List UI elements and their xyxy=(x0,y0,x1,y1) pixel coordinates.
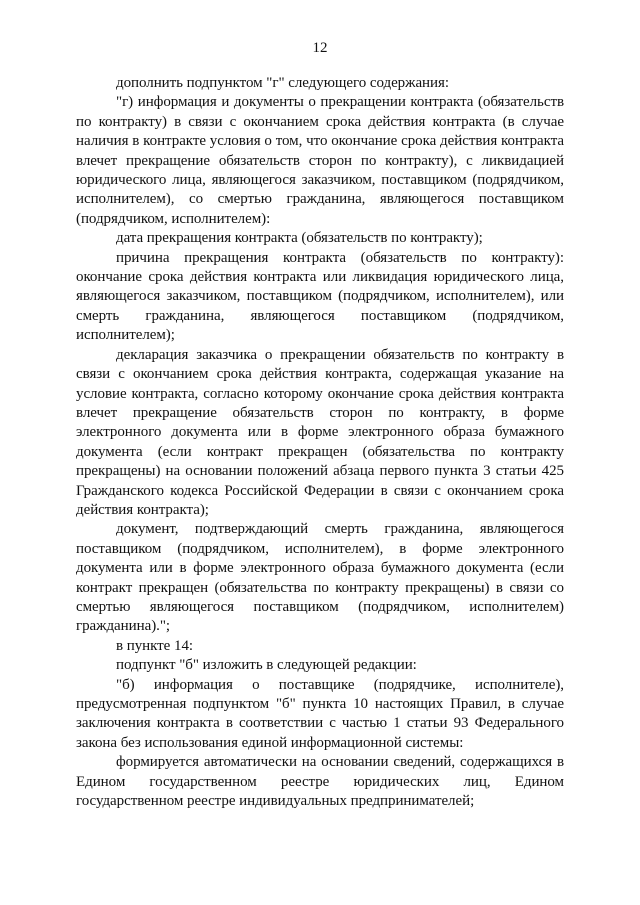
paragraph: декларация заказчика о прекращении обязательств по контракту в связи с окончанием срока действия контракта, содержащая указание на условие контракта, согласно которому окончание срока действия контракта влечет прекращение обязательств сторон по контракту, в форме электронного документа или в форме электронного образа бумажного документа (если контракт прекращен (обязательства по контракту прекращены) на основании положений абзаца первого пункта 3 статьи 425 Гражданского кодекса Российской Федерации в связи с окончанием срока действия контракта); xyxy=(76,346,564,518)
paragraph: "г) информация и документы о прекращении контракта (обязательств по контракту) в связи с окончанием срока действия контракта (в случае наличия в контракте условия о том, что окончание срока действия контракта влечет прекращение обязательств сторон по контракту), с ликвидацией юридического лица, являющегося заказчиком, поставщиком (подрядчиком, исполнителем), со смертью гражданина, являющегося поставщиком (подрядчиком, исполнителем): xyxy=(76,94,564,227)
paragraph: дополнить подпунктом "г" следующего содержания: xyxy=(116,75,449,91)
paragraph: причина прекращения контракта (обязательств по контракту): окончание срока действия контракта или ликвидация юридического лица, являющегося заказчиком, поставщиком (подрядчиком, исполнителем), или смерть гражданина, являющегося поставщиком (подрядчиком, исполнителем); xyxy=(76,249,564,344)
paragraph: формируется автоматически на основании сведений, содержащихся в Едином государственном реестре юридических лиц, Едином государственном реестре индивидуальных предпринимателей; xyxy=(76,754,564,810)
page-number: 12 xyxy=(312,40,328,56)
paragraph: в пункте 14: xyxy=(116,637,194,654)
document-body xyxy=(76,74,564,811)
paragraph: документ, подтверждающий смерть гражданина, являющегося поставщиком (подрядчиком, исполнителем), в форме электронного документа или в форме электронного образа бумажного документа (если контракт прекращен (обязательства по контракту прекращены) в связи со смертью являющегося поставщиком (подрядчиком, исполнителем) гражданина)."; xyxy=(76,521,564,635)
paragraph: подпункт "б" изложить в следующей редакции: xyxy=(116,657,417,674)
paragraph: дата прекращения контракта (обязательств по контракту); xyxy=(116,230,483,247)
paragraph: "б) информация о поставщике (подрядчике, исполнителе), предусмотренная подпунктом "б" пункта 10 настоящих Правил, в случае заключения контракта в соответствии с частью 1 статьи 93 Федерального закона без использования единой информационной системы: xyxy=(76,676,564,751)
